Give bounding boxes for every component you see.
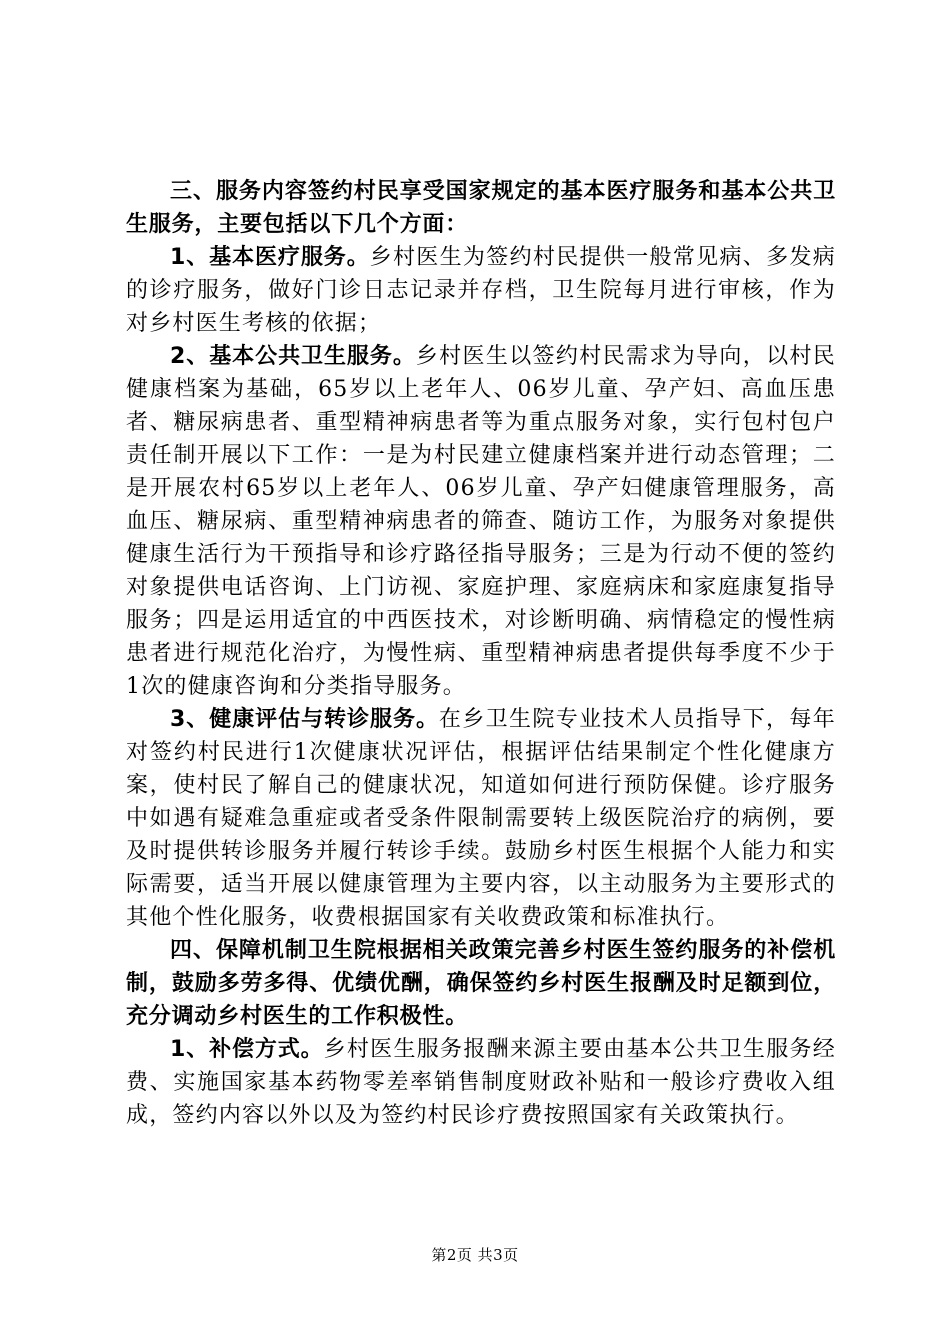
paragraph-lead: 1、基本医疗服务。 [170, 245, 370, 270]
section-heading-service-content [126, 175, 836, 241]
paragraph-text: 乡村医生以签约村民需求为导向，以村民健康档案为基础，65岁以上老年人、06岁儿童、孕产妇、高血压患者、糖尿病患者、重型精神病患者等为重点服务对象，实行包村包户责任制开展以下工作：一是为村民建立健康档案并进行动态管理；二是开展农村65岁以上老年人、06岁儿童、孕产妇健康管理服务，高血压、糖尿病、重型精神病患者的筛查、随访工作，为服务对象提供健康生活行为干预指导和诊疗路径指导服务；三是为行动不便的签约对象提供电话咨询、上门访视、家庭护理、家庭病床和家庭康复指导服务；四是运用适宜的中西医技术，对诊断明确、病情稳定的慢性病患者进行规范化治疗，为慢性病、重型精神病患者提供每季度不少于1次的健康咨询和分类指导服务。 [126, 344, 836, 699]
paragraph-text: 三、服务内容签约村民享受国家规定的基本医疗服务和基本公共卫生服务，主要包括以下几个方面： [126, 179, 836, 237]
paragraph-text: 乡村医生为签约村民提供一般常见病、多发病的诊疗服务，做好门诊日志记录并存档，卫生院每月进行审核，作为对乡村医生考核的依据； [126, 245, 836, 336]
page-number: 第2页 共3页 [431, 1246, 519, 1264]
paragraph-lead: 1、补偿方式。 [170, 1037, 324, 1062]
paragraph-basic-medical-service [126, 241, 836, 340]
paragraph-lead: 3、健康评估与转诊服务。 [170, 707, 439, 732]
page-footer [0, 1244, 950, 1265]
paragraph-text: 在乡卫生院专业技术人员指导下，每年对签约村民进行1次健康状况评估，根据评估结果制定个性化健康方案，使村民了解自己的健康状况，知道如何进行预防保健。诊疗服务中如遇有疑难急重症或者受条件限制需要转上级医院治疗的病例，要及时提供转诊服务并履行转诊手续。鼓励乡村医生根据个人能力和实际需要，适当开展以健康管理为主要内容，以主动服务为主要形式的其他个性化服务，收费根据国家有关收费政策和标准执行。 [126, 707, 836, 930]
paragraph-public-health-service [126, 340, 836, 703]
paragraph-compensation [126, 1033, 836, 1132]
paragraph-text: 四、保障机制卫生院根据相关政策完善乡村医生签约服务的补偿机制，鼓励多劳多得、优绩优酬，确保签约乡村医生报酬及时足额到位，充分调动乡村医生的工作积极性。 [126, 938, 836, 1029]
section-heading-guarantee [126, 934, 836, 1033]
paragraph-text: 乡村医生服务报酬来源主要由基本公共卫生服务经费、实施国家基本药物零差率销售制度财政补贴和一般诊疗费收入组成，签约内容以外以及为签约村民诊疗费按照国家有关政策执行。 [126, 1037, 836, 1128]
paragraph-lead: 2、基本公共卫生服务。 [170, 344, 416, 369]
document-body [126, 175, 836, 1132]
paragraph-health-assessment [126, 703, 836, 934]
